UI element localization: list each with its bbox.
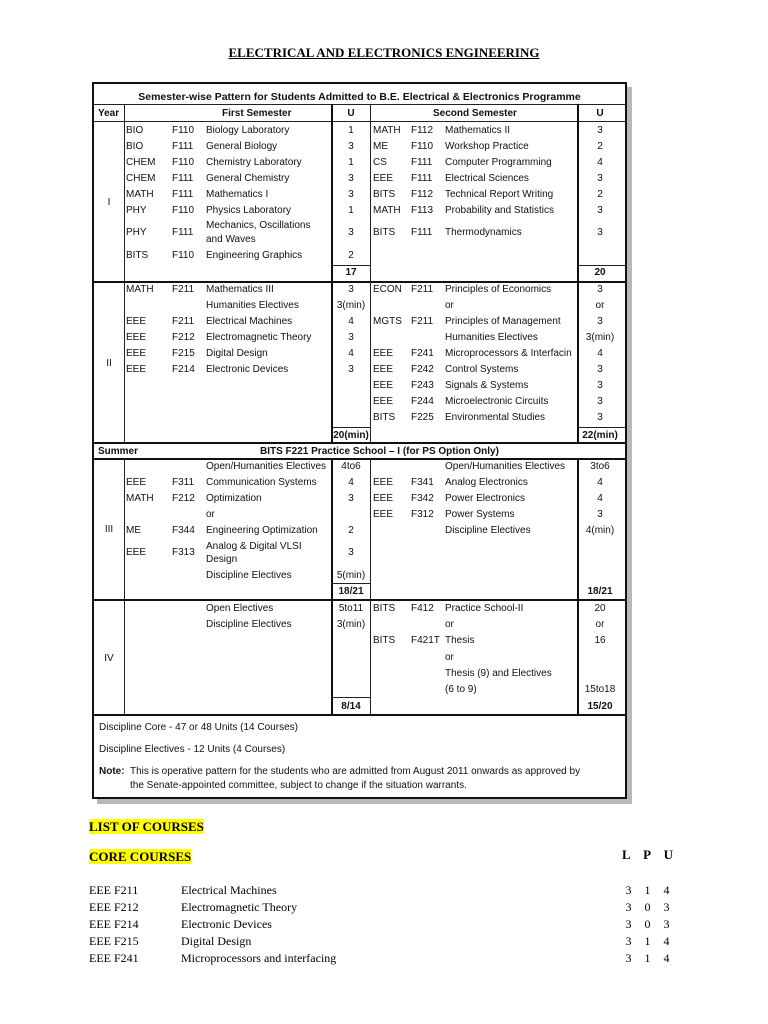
course-name: Probability and Statistics	[445, 205, 554, 216]
units: or	[595, 300, 605, 311]
course-name: Physics Laboratory	[206, 205, 292, 216]
course-name: Power Systems	[445, 509, 515, 520]
dept: MATH	[373, 205, 401, 216]
year-label-iv: IV	[104, 653, 114, 664]
units: 16	[594, 635, 606, 646]
course-code: F113	[411, 205, 434, 216]
course-code: F111	[411, 173, 433, 184]
dept: MATH	[126, 493, 154, 504]
course-name: Discipline Electives	[206, 619, 292, 630]
course-code: F225	[411, 412, 434, 423]
year-i-second-total: 20	[594, 267, 606, 278]
year-ii-second-total: 22(min)	[582, 430, 618, 441]
course-name: Thesis (9) and Electives	[445, 668, 552, 679]
semester-pattern-table	[92, 82, 627, 799]
course-code: F111	[172, 227, 194, 238]
course-name: Digital Design	[206, 348, 268, 359]
course-code: F212	[172, 332, 195, 343]
course-name: (6 to 9)	[445, 684, 477, 695]
list-item	[0, 934, 768, 951]
course-name: Electrical Machines	[181, 883, 277, 897]
dept: MATH	[126, 189, 154, 200]
note-line-2: the Senate-appointed committee, subject to change if the situation warrants.	[130, 780, 467, 791]
units: 3	[597, 396, 603, 407]
course-code: F214	[172, 364, 195, 375]
list-of-courses-text: LIST OF COURSES	[89, 819, 204, 834]
units: 5to11	[338, 603, 364, 614]
units: 4	[597, 348, 603, 359]
course-name: Workshop Practice	[445, 141, 529, 152]
course-name: Control Systems	[445, 364, 519, 375]
units: 3	[597, 125, 603, 136]
course-code: EEE F211	[89, 883, 139, 897]
units: 5(min)	[336, 570, 366, 581]
dept: BITS	[373, 603, 396, 614]
units: 4	[597, 493, 603, 504]
course-name: Analog Electronics	[445, 477, 528, 488]
units: 4to6	[341, 461, 361, 472]
units: 20	[594, 603, 606, 614]
units: 3	[348, 173, 354, 184]
dept: ME	[126, 525, 141, 536]
list-item	[0, 917, 768, 934]
list-item	[0, 900, 768, 917]
course-name: Humanities Electives	[206, 300, 299, 311]
dept: MGTS	[373, 316, 402, 327]
course-name: Thesis	[445, 635, 475, 646]
dept: EEE	[373, 173, 394, 184]
course-code: F412	[411, 603, 434, 614]
course-code: EEE F212	[89, 900, 139, 914]
course-name: Mechanics, Oscillations	[206, 220, 311, 231]
course-name: Electronic Devices	[206, 364, 289, 375]
dept: MATH	[126, 284, 154, 295]
dept: EEE	[373, 493, 394, 504]
dept: EEE	[373, 380, 394, 391]
course-name: Electrical Sciences	[445, 173, 529, 184]
units: 3	[597, 316, 603, 327]
course-name: Microelectronic Circuits	[445, 396, 549, 407]
units: 3	[597, 380, 603, 391]
course-name: Environmental Studies	[445, 412, 546, 423]
course-name: Principles of Management	[445, 316, 561, 327]
course-code: F211	[411, 316, 434, 327]
course-name: Practice School-II	[445, 603, 524, 614]
units: 4	[348, 348, 354, 359]
units: or	[595, 619, 605, 630]
header-u1: U	[347, 108, 355, 119]
dept: PHY	[126, 205, 147, 216]
course-code: F111	[172, 189, 194, 200]
dept: EEE	[373, 477, 394, 488]
dept: EEE	[373, 509, 394, 520]
units: 4(min)	[585, 525, 615, 536]
units: 3(min)	[585, 332, 615, 343]
dept: BITS	[126, 250, 149, 261]
course-code: F344	[172, 525, 195, 536]
dept: CHEM	[126, 157, 156, 168]
course-code: F111	[172, 173, 194, 184]
course-name: Technical Report Writing	[445, 189, 554, 200]
course-code: F212	[172, 493, 195, 504]
course-name-line2: and Waves	[206, 234, 256, 245]
document-title: ELECTRICAL AND ELECTRONICS ENGINEERING	[228, 45, 540, 60]
units: 15to18	[584, 684, 616, 695]
course-lpu: 3 1 4	[625, 934, 675, 948]
course-name: or	[445, 300, 454, 311]
course-code: F211	[172, 284, 195, 295]
dept: BITS	[373, 635, 396, 646]
course-name: Discipline Electives	[206, 570, 292, 581]
header-second-semester: Second Semester	[433, 108, 517, 119]
year-label-ii: II	[106, 358, 112, 369]
dept: CS	[373, 157, 387, 168]
course-name: Engineering Optimization	[206, 525, 318, 536]
units: 2	[348, 525, 354, 536]
dept: MATH	[373, 125, 401, 136]
units: 3(min)	[336, 300, 366, 311]
course-code: F211	[172, 316, 195, 327]
course-name: Electronic Devices	[181, 917, 272, 931]
course-code: F110	[172, 157, 195, 168]
course-name: General Biology	[206, 141, 278, 152]
header-first-semester: First Semester	[222, 108, 292, 119]
course-code: F111	[411, 227, 433, 238]
course-code: F111	[172, 141, 194, 152]
course-name: Principles of Economics	[445, 284, 552, 295]
course-name: Computer Programming	[445, 157, 552, 168]
course-code: F110	[411, 141, 434, 152]
dept: EEE	[373, 396, 394, 407]
dept: BITS	[373, 412, 396, 423]
units: 3	[348, 284, 354, 295]
course-name: Engineering Graphics	[206, 250, 303, 261]
course-code: F312	[411, 509, 434, 520]
units: 3	[348, 141, 354, 152]
course-name: Mathematics I	[206, 189, 269, 200]
dept: BITS	[373, 189, 396, 200]
units: 3	[348, 493, 354, 504]
course-name: or	[445, 652, 454, 663]
course-name: Chemistry Laboratory	[206, 157, 302, 168]
course-name: Analog & Digital VLSI	[206, 541, 302, 552]
course-name: Microprocessors & Interfacin	[445, 348, 572, 359]
course-code: F211	[411, 284, 434, 295]
course-name-line2: Design	[206, 554, 238, 565]
units: 3(min)	[336, 619, 366, 630]
dept: EEE	[373, 348, 394, 359]
year-i-first-total: 17	[345, 267, 357, 278]
year-iv-first-total: 8/14	[341, 701, 361, 712]
units: 3	[348, 189, 354, 200]
dept: CHEM	[126, 173, 156, 184]
header-year: Year	[98, 108, 120, 119]
units: 2	[348, 250, 354, 261]
units: 4	[348, 477, 354, 488]
units: 3	[597, 509, 603, 520]
dept: BIO	[126, 125, 144, 136]
header-u2: U	[596, 108, 604, 119]
year-label-iii: III	[104, 524, 114, 535]
units: 4	[597, 157, 603, 168]
course-code: F242	[411, 364, 434, 375]
course-code: F311	[172, 477, 195, 488]
year-label-summer: Summer	[98, 446, 139, 457]
list-of-courses-heading	[89, 819, 204, 835]
units: 3	[597, 205, 603, 216]
course-name: or	[445, 619, 454, 630]
course-code: F244	[411, 396, 434, 407]
dept: EEE	[126, 364, 147, 375]
note-line-1: This is operative pattern for the students who are admitted from August 2011 onwards as approved by	[130, 766, 581, 777]
course-name: Electromagnetic Theory	[181, 900, 298, 914]
course-code: F421T	[411, 635, 440, 646]
year-ii-first-total: 20(min)	[333, 430, 369, 441]
units: 2	[597, 141, 603, 152]
dept: EEE	[126, 348, 147, 359]
course-name: Biology Laboratory	[206, 125, 290, 136]
course-code: F112	[411, 125, 434, 136]
course-code: F241	[411, 348, 434, 359]
year-iii-first-total: 18/21	[338, 586, 364, 597]
course-name: Electrical Machines	[206, 316, 293, 327]
course-code: F110	[172, 205, 195, 216]
course-code: EEE F214	[89, 917, 139, 931]
course-name: Signals & Systems	[445, 380, 529, 391]
units: 3	[597, 364, 603, 375]
units: 3	[597, 412, 603, 423]
course-code: F342	[411, 493, 434, 504]
dept: EEE	[126, 332, 147, 343]
units: 3	[348, 547, 354, 558]
units: 3	[597, 284, 603, 295]
course-lpu: 3 1 4	[625, 883, 675, 897]
course-code: F215	[172, 348, 195, 359]
course-name: Digital Design	[181, 934, 252, 948]
course-name: or	[206, 509, 215, 520]
course-name: Communication Systems	[206, 477, 317, 488]
course-code: EEE F241	[89, 951, 139, 965]
units: 1	[348, 157, 354, 168]
discipline-core-note: Discipline Core - 47 or 48 Units (14 Courses)	[99, 722, 298, 733]
summer-practice-school: BITS F221 Practice School – I (for PS Option Only)	[260, 446, 499, 457]
units: 2	[597, 189, 603, 200]
year-iii-second-total: 18/21	[587, 586, 613, 597]
list-item	[0, 951, 768, 968]
core-courses-text: CORE COURSES	[89, 849, 192, 864]
units: 3	[597, 173, 603, 184]
core-courses-heading	[89, 849, 191, 865]
dept: EEE	[373, 364, 394, 375]
units: 1	[348, 125, 354, 136]
course-name: Discipline Electives	[445, 525, 531, 536]
dept: ME	[373, 141, 388, 152]
dept: ECON	[373, 284, 402, 295]
course-name: Open Electives	[206, 603, 274, 614]
units: 4	[597, 477, 603, 488]
units: 3	[348, 332, 354, 343]
course-name: Optimization	[206, 493, 262, 504]
course-code: F112	[411, 189, 434, 200]
course-code: F111	[411, 157, 433, 168]
dept: EEE	[126, 316, 147, 327]
note-label: Note:	[99, 766, 125, 777]
units: 3	[597, 227, 603, 238]
lpu-header: L P U	[621, 847, 679, 862]
course-name: Electromagnetic Theory	[206, 332, 312, 343]
units: 3	[348, 227, 354, 238]
course-name: Microprocessors and interfacing	[181, 951, 337, 965]
course-lpu: 3 0 3	[625, 917, 675, 931]
discipline-electives-note: Discipline Electives - 12 Units (4 Courses)	[99, 744, 286, 755]
course-code: F110	[172, 250, 195, 261]
year-label-i: I	[107, 197, 111, 208]
course-name: Power Electronics	[445, 493, 526, 504]
course-lpu: 3 1 4	[625, 951, 675, 965]
units: 3	[348, 364, 354, 375]
course-name: Open/Humanities Electives	[445, 461, 566, 472]
course-name: Mathematics II	[445, 125, 511, 136]
units: 4	[348, 316, 354, 327]
units: 3to6	[590, 461, 610, 472]
course-name: Open/Humanities Electives	[206, 461, 327, 472]
course-name: General Chemistry	[206, 173, 290, 184]
dept: BIO	[126, 141, 144, 152]
course-code: F243	[411, 380, 434, 391]
course-name: Mathematics III	[206, 284, 274, 295]
course-code: F110	[172, 125, 195, 136]
course-code: F313	[172, 547, 195, 558]
course-name: Thermodynamics	[445, 227, 522, 238]
course-name: Humanities Electives	[445, 332, 538, 343]
dept: PHY	[126, 227, 147, 238]
dept: BITS	[373, 227, 396, 238]
table-caption: Semester-wise Pattern for Students Admitted to B.E. Electrical & Electronics Programme	[138, 91, 581, 103]
units: 1	[348, 205, 354, 216]
course-code: EEE F215	[89, 934, 139, 948]
dept: EEE	[126, 477, 147, 488]
year-iv-second-total: 15/20	[587, 701, 613, 712]
course-lpu: 3 0 3	[625, 900, 675, 914]
dept: EEE	[126, 547, 147, 558]
course-code: F341	[411, 477, 434, 488]
list-item	[0, 883, 768, 900]
